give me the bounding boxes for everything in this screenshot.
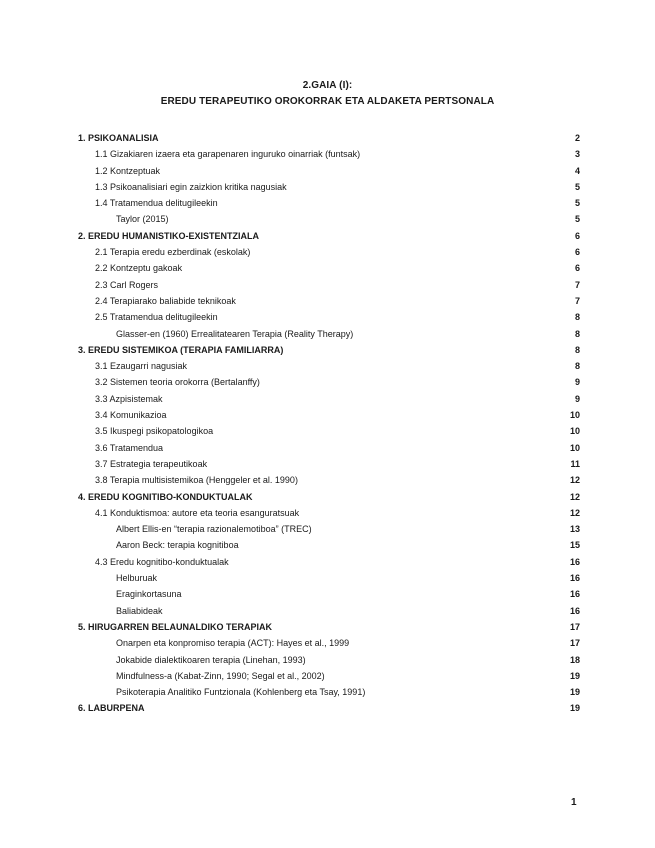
- toc-entry-page: 7: [574, 295, 580, 306]
- toc-entry[interactable]: [78, 586, 580, 602]
- toc-entry-page: 10: [569, 410, 580, 421]
- toc-entry[interactable]: [78, 619, 580, 635]
- toc-entry-title: 4.3 Eredu kognitibo-konduktualak: [95, 556, 229, 567]
- toc-entry[interactable]: [78, 423, 580, 439]
- toc-entry[interactable]: [78, 342, 580, 358]
- toc-entry-title: 1. PSIKOANALISIA: [78, 133, 159, 143]
- toc-entry-title: Mindfulness-a (Kabat-Zinn, 1990; Segal et al., 2002): [116, 670, 325, 681]
- toc-entry-title: Psikoterapia Analitiko Funtzionala (Kohlenberg eta Tsay, 1991): [116, 687, 366, 698]
- toc-entry-page: 5: [574, 198, 580, 209]
- document-title: 2.GAIA (I):: [302, 80, 353, 91]
- toc-entry-title: 5. HIRUGARREN BELAUNALDIKO TERAPIAK: [78, 621, 273, 632]
- toc-entry-page: 8: [574, 312, 580, 323]
- toc-entry[interactable]: [78, 130, 580, 146]
- toc-entry[interactable]: [78, 146, 580, 162]
- toc-entry-page: 10: [569, 426, 580, 437]
- toc-entry-page: 17: [569, 638, 580, 649]
- toc-entry[interactable]: [78, 293, 580, 309]
- toc-entry-title: 3.2 Sistemen teoria orokorra (Bertalanffy): [95, 377, 260, 388]
- toc-entry-title: Onarpen eta konpromiso terapia (ACT): Hayes et al., 1999: [116, 638, 350, 649]
- toc-entry[interactable]: [78, 277, 580, 293]
- toc-entry-page: 15: [569, 540, 580, 551]
- toc-entry[interactable]: [78, 407, 580, 423]
- toc-entry-page: 9: [574, 393, 580, 404]
- toc-entry-title: 3.4 Komunikazioa: [95, 410, 167, 421]
- toc-entry[interactable]: [78, 668, 580, 684]
- toc-entry[interactable]: [78, 309, 580, 325]
- toc-entry-title: Aaron Beck: terapia kognitiboa: [116, 540, 239, 551]
- toc-entry-page: 8: [574, 361, 580, 372]
- toc-entry-title: Helburuak: [116, 573, 158, 584]
- toc-entry-title: 3.7 Estrategia terapeutikoak: [95, 458, 208, 469]
- toc-entry-title: 2.2 Kontzeptu gakoak: [95, 263, 183, 274]
- toc-entry-title: 3.5 Ikuspegi psikopatologikoa: [95, 426, 214, 437]
- document-subtitle: EREDU TERAPEUTIKO OROKORRAK ETA ALDAKETA PERTSONALA: [160, 96, 495, 107]
- toc-entry-page: 6: [574, 230, 580, 241]
- toc-entry-page: 16: [569, 605, 580, 616]
- toc-entry-title: 3.6 Tratamendua: [95, 442, 164, 453]
- toc-entry-page: 19: [569, 703, 580, 714]
- toc-entry-title: 3.1 Ezaugarri nagusiak: [95, 361, 188, 372]
- toc-entry-page: 3: [574, 149, 580, 160]
- toc-entry-title: 6. LABURPENA: [78, 703, 145, 714]
- toc-entry-title: Baliabideak: [116, 605, 163, 616]
- toc-entry-page: 5: [574, 214, 580, 225]
- toc-entry-page: 2: [574, 133, 580, 143]
- toc-entry[interactable]: [78, 652, 580, 668]
- toc-entry-title: 2.3 Carl Rogers: [95, 279, 159, 290]
- toc-entry-page: 16: [569, 589, 580, 600]
- toc-entry-page: 6: [574, 263, 580, 274]
- toc-entry[interactable]: [78, 244, 580, 260]
- toc-entry[interactable]: [78, 570, 580, 586]
- toc-entry-page: 12: [569, 507, 580, 518]
- page-number: 1: [571, 797, 577, 808]
- toc-entry-page: 8: [574, 344, 580, 355]
- toc-entry-title: 1.3 Psikoanalisiari egin zaizkion kritika nagusiak: [95, 181, 287, 192]
- toc-entry-page: 16: [569, 556, 580, 567]
- toc-entry[interactable]: [78, 554, 580, 570]
- toc-entry[interactable]: [78, 456, 580, 472]
- toc-entry-page: 10: [569, 442, 580, 453]
- toc-entry[interactable]: [78, 179, 580, 195]
- toc-entry[interactable]: [78, 228, 580, 244]
- toc-entry[interactable]: [78, 489, 580, 505]
- toc-entry-title: 4. EREDU KOGNITIBO-KONDUKTUALAK: [78, 491, 253, 502]
- toc-entry-title: 2.1 Terapia eredu ezberdinak (eskolak): [95, 247, 251, 258]
- toc-entry[interactable]: [78, 374, 580, 390]
- toc-entry[interactable]: [78, 635, 580, 651]
- toc-entry[interactable]: [78, 603, 580, 619]
- toc-entry-page: 8: [574, 328, 580, 339]
- toc-entry-title: Albert Ellis-en “terapia razionalemotiboa” (TREC): [116, 524, 312, 535]
- toc-entry-page: 6: [574, 247, 580, 258]
- toc-entry-title: Glasser-en (1960) Errealitatearen Terapia (Reality Therapy): [116, 328, 354, 339]
- toc-entry-page: 16: [569, 573, 580, 584]
- toc-entry[interactable]: [78, 163, 580, 179]
- toc-entry[interactable]: [78, 472, 580, 488]
- toc-entry-title: Eraginkortasuna: [116, 589, 182, 600]
- toc-entry[interactable]: [78, 391, 580, 407]
- toc-entry-title: 3.8 Terapia multisistemikoa (Henggeler et al. 1990): [95, 475, 298, 486]
- toc-entry[interactable]: [78, 358, 580, 374]
- toc-entry-page: 13: [569, 524, 580, 535]
- toc-entry-title: 3.3 Azpisistemak: [95, 393, 163, 404]
- toc-entry-title: 1.2 Kontzeptuak: [95, 165, 161, 176]
- toc-entry[interactable]: [78, 195, 580, 211]
- toc-entry-title: 2.5 Tratamendua delitugileekin: [95, 312, 218, 323]
- toc-entry-title: Jokabide dialektikoaren terapia (Linehan, 1993): [116, 654, 306, 665]
- toc-entry-title: 2. EREDU HUMANISTIKO-EXISTENTZIALA: [78, 230, 260, 241]
- toc-entry-page: 11: [570, 458, 580, 469]
- toc-entry-page: 19: [569, 687, 580, 698]
- table-of-contents: [78, 130, 580, 717]
- toc-entry-page: 9: [574, 377, 580, 388]
- toc-entry[interactable]: [78, 684, 580, 700]
- toc-entry-page: 19: [569, 670, 580, 681]
- toc-entry-page: 12: [569, 475, 580, 486]
- toc-entry[interactable]: [78, 700, 580, 716]
- toc-entry-page: 4: [574, 165, 580, 176]
- toc-entry-title: 2.4 Terapiarako baliabide teknikoak: [95, 295, 236, 306]
- toc-entry-title: 1.4 Tratamendua delitugileekin: [95, 198, 218, 209]
- toc-entry-title: 3. EREDU SISTEMIKOA (TERAPIA FAMILIARRA): [78, 344, 284, 355]
- toc-entry-title: 1.1 Gizakiaren izaera eta garapenaren inguruko oinarriak (funtsak): [95, 149, 361, 160]
- toc-entry[interactable]: [78, 440, 580, 456]
- toc-entry-page: 12: [569, 491, 580, 502]
- toc-entry-page: 7: [574, 279, 580, 290]
- toc-entry[interactable]: [78, 537, 580, 553]
- toc-entry-title: 4.1 Konduktismoa: autore eta teoria esanguratsuak: [95, 507, 300, 518]
- toc-entry[interactable]: [78, 260, 580, 276]
- toc-entry-page: 5: [574, 181, 580, 192]
- toc-entry[interactable]: [78, 326, 580, 342]
- toc-entry-title: Taylor (2015): [116, 214, 169, 225]
- toc-entry[interactable]: [78, 521, 580, 537]
- toc-entry-page: 17: [569, 621, 580, 632]
- toc-entry[interactable]: [78, 211, 580, 227]
- toc-entry-page: 18: [569, 654, 580, 665]
- toc-entry[interactable]: [78, 505, 580, 521]
